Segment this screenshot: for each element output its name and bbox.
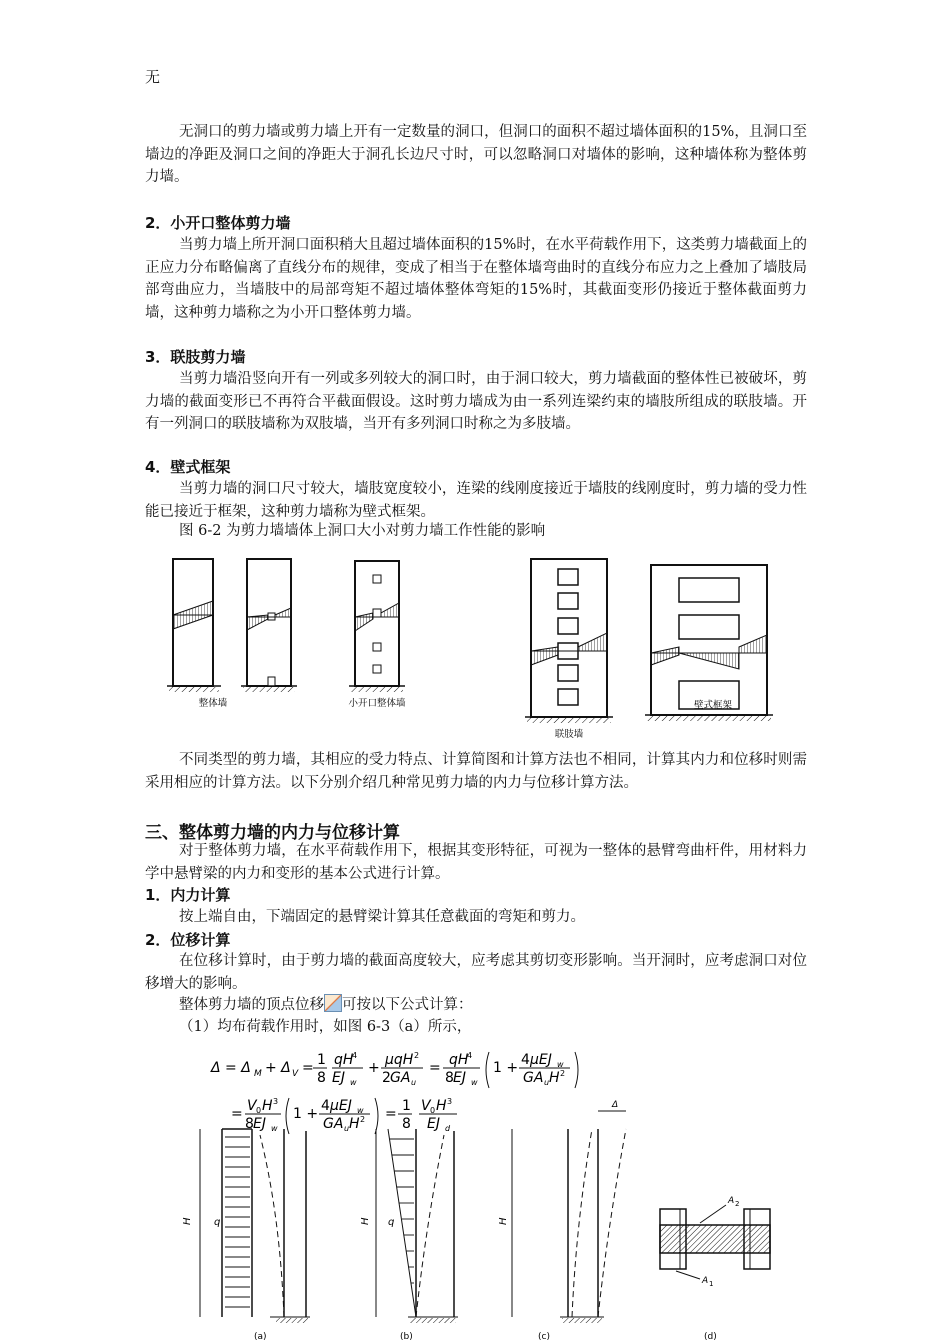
svg-text:μEJ: μEJ xyxy=(330,1098,352,1114)
svg-text:H: H xyxy=(182,1217,193,1225)
svg-text:0: 0 xyxy=(256,1106,262,1115)
svg-text:8: 8 xyxy=(245,1116,254,1132)
svg-text:4: 4 xyxy=(521,1052,530,1068)
cross-section-diagram xyxy=(660,1196,770,1288)
fig-label-c: (c) xyxy=(538,1332,550,1342)
svg-text:H: H xyxy=(262,1098,273,1114)
uniform-load-diagram xyxy=(182,1129,310,1323)
svg-text:1 +: 1 + xyxy=(493,1060,519,1076)
svg-text:H: H xyxy=(498,1217,509,1225)
svg-text:EJ: EJ xyxy=(453,1070,466,1086)
displacement-title: 2．位移计算 xyxy=(145,931,231,949)
svg-text:Δ = Δ: Δ = Δ xyxy=(211,1060,251,1076)
svg-text:2: 2 xyxy=(382,1070,391,1086)
svg-text:4: 4 xyxy=(352,1051,358,1060)
intro-paragraph: 无洞口的剪力墙或剪力墙上开有一定数量的洞口，但洞口的面积不超过墙体面积的15%，且洞口至墙边的净距及洞口之间的净距大于洞孔长边尺寸时，可以忽略洞口对墙体的影响，这种墙体称为整体剪力墙。 xyxy=(145,124,807,185)
svg-text:w: w xyxy=(271,1124,278,1133)
svg-text:1: 1 xyxy=(317,1052,326,1068)
wall-types-figure xyxy=(165,553,785,746)
small-opening-wall-diagram-2 xyxy=(349,561,405,692)
svg-text:8: 8 xyxy=(402,1116,411,1132)
section-3-text: 当剪力墙沿竖向开有一列或多列较大的洞口时，由于洞口较大，剪力墙截面的整体性已被破坏，剪力墙的截面变形已不再符合平截面假设。这时剪力墙成为由一系列连梁约束的墙肢所组成的联肢墙。开有一列洞口的联肢墙称为双肢墙，当开有多列洞口时称之为多肢墙。 xyxy=(145,371,807,432)
svg-text:GA: GA xyxy=(323,1116,344,1132)
svg-text:w: w xyxy=(557,1060,564,1069)
main-section-title: 三、整体剪力墙的内力与位移计算 xyxy=(145,823,400,843)
formula-intro xyxy=(145,994,807,1017)
section-4-text: 当剪力墙的洞口尺寸较大，墙肢宽度较小，连梁的线刚度接近于墙肢的线刚度时，剪力墙的受力性能已接近于框架，这种剪力墙称为壁式框架。 xyxy=(145,481,807,520)
svg-text:2: 2 xyxy=(735,1200,740,1208)
svg-text:EJ: EJ xyxy=(332,1070,345,1086)
svg-text:μEJ: μEJ xyxy=(530,1052,552,1068)
svg-text:GA: GA xyxy=(390,1070,411,1086)
svg-text:+: + xyxy=(368,1060,380,1076)
section-4-title: 4．壁式框架 xyxy=(145,458,231,476)
svg-text:V: V xyxy=(421,1098,431,1114)
svg-text:V: V xyxy=(292,1069,299,1079)
displacement-text: 在位移计算时，由于剪力墙的截面高度较大，应考虑其剪切变形影响。当开洞时，应考虑洞口对位移增大的影响。 xyxy=(145,953,807,992)
svg-text:1 +: 1 + xyxy=(293,1106,319,1122)
svg-text:q: q xyxy=(388,1217,395,1228)
solid-wall-diagram xyxy=(167,559,221,692)
svg-text:H: H xyxy=(549,1070,560,1086)
coupled-wall-diagram xyxy=(525,559,613,723)
svg-text:1: 1 xyxy=(709,1280,714,1288)
section-3-title: 3．联肢剪力墙 xyxy=(145,348,246,366)
svg-text:2: 2 xyxy=(360,1115,366,1124)
svg-text:u: u xyxy=(411,1078,417,1087)
svg-text:0: 0 xyxy=(430,1106,436,1115)
load-case-1: （1）均布荷载作用时，如图 6-3（a）所示， xyxy=(179,1019,472,1035)
svg-text:EJ: EJ xyxy=(253,1116,266,1132)
svg-text:u: u xyxy=(544,1078,550,1087)
svg-text:EJ: EJ xyxy=(427,1116,440,1132)
wall-label-coupled: 联肢墙 xyxy=(554,729,584,740)
svg-text:M: M xyxy=(254,1069,262,1079)
svg-text:w: w xyxy=(357,1106,364,1115)
svg-text:=: = xyxy=(302,1060,314,1076)
internal-force-title: 1．内力计算 xyxy=(145,886,231,904)
internal-force-text: 按上端自由，下端固定的悬臂梁计算其任意截面的弯矩和剪力。 xyxy=(179,909,585,925)
svg-text:4: 4 xyxy=(321,1098,330,1114)
formula-intro-b: 可按以下公式计算： xyxy=(342,997,473,1013)
svg-text:8: 8 xyxy=(317,1070,326,1086)
formula-intro-a: 整体剪力墙的顶点位移 xyxy=(179,997,324,1013)
svg-text:H: H xyxy=(436,1098,447,1114)
svg-text:4: 4 xyxy=(467,1051,473,1060)
fig-label-d: (d) xyxy=(704,1332,717,1342)
svg-text:8: 8 xyxy=(445,1070,454,1086)
svg-text:qH: qH xyxy=(449,1052,469,1068)
svg-text:μqH: μqH xyxy=(385,1052,414,1068)
svg-text:=: = xyxy=(231,1106,243,1122)
fig-label-a: (a) xyxy=(254,1332,267,1342)
svg-text:H: H xyxy=(349,1116,360,1132)
figure-reference: 图 6-2 为剪力墙墙体上洞口大小对剪力墙工作性能的影响 xyxy=(179,523,546,539)
svg-text:3: 3 xyxy=(447,1097,453,1106)
page-header: 无 xyxy=(145,68,161,86)
svg-text:=: = xyxy=(385,1106,397,1122)
svg-text:1: 1 xyxy=(402,1098,411,1114)
wall-label-solid: 整体墙 xyxy=(198,698,228,709)
small-opening-wall-diagram xyxy=(241,559,297,692)
svg-text:A: A xyxy=(728,1196,735,1206)
svg-text:w: w xyxy=(350,1078,357,1087)
svg-text:qH: qH xyxy=(334,1052,354,1068)
svg-text:+ Δ: + Δ xyxy=(265,1060,291,1076)
deflection-figure xyxy=(180,1095,780,1344)
svg-text:w: w xyxy=(471,1078,478,1087)
svg-text:q: q xyxy=(214,1217,221,1228)
svg-text:Δ: Δ xyxy=(612,1100,619,1110)
wall-label-frame: 壁式框架 xyxy=(693,700,733,711)
main-section-text: 对于整体剪力墙，在水平荷载作用下，根据其变形特征，可视为一整体的悬臂弯曲杆件，用材料力学中悬臂梁的内力和变形的基本公式进行计算。 xyxy=(145,843,807,882)
section-2-text: 当剪力墙上所开洞口面积稍大且超过墙体面积的15%时，在水平荷载作用下，这类剪力墙截面上的正应力分布略偏离了直线分布的规律，变成了相当于在整体墙弯曲时的直线分布应力之上叠加了墙肢局部弯曲应力，当墙肢中的局部弯矩不超过墙体整体弯矩的15%时，其截面变形仍接近于整体截面剪力墙，这种剪力墙称之为小开口整体剪力墙。 xyxy=(145,237,807,321)
section-2-title: 2．小开口整体剪力墙 xyxy=(145,214,291,232)
svg-text:H: H xyxy=(360,1217,371,1225)
svg-text:A: A xyxy=(702,1276,709,1286)
triangular-load-diagram xyxy=(360,1129,458,1323)
svg-text:u: u xyxy=(344,1124,350,1133)
svg-text:3: 3 xyxy=(273,1097,279,1106)
wall-frame-diagram xyxy=(645,565,773,721)
point-load-diagram xyxy=(498,1100,626,1323)
svg-text:GA: GA xyxy=(523,1070,544,1086)
fig-label-b: (b) xyxy=(400,1332,413,1342)
svg-text:V: V xyxy=(247,1098,257,1114)
after-figure-text: 不同类型的剪力墙，其相应的受力特点、计算简图和计算方法也不相同，计算其内力和位移时则需采用相应的计算方法。以下分别介绍几种常见剪力墙的内力与位移计算方法。 xyxy=(145,752,807,791)
wall-label-small-opening: 小开口整体墙 xyxy=(348,698,406,709)
svg-text:2: 2 xyxy=(414,1051,420,1060)
svg-text:=: = xyxy=(429,1060,441,1076)
svg-text:d: d xyxy=(445,1124,451,1133)
image-placeholder-icon xyxy=(324,994,342,1012)
svg-text:2: 2 xyxy=(560,1069,566,1078)
